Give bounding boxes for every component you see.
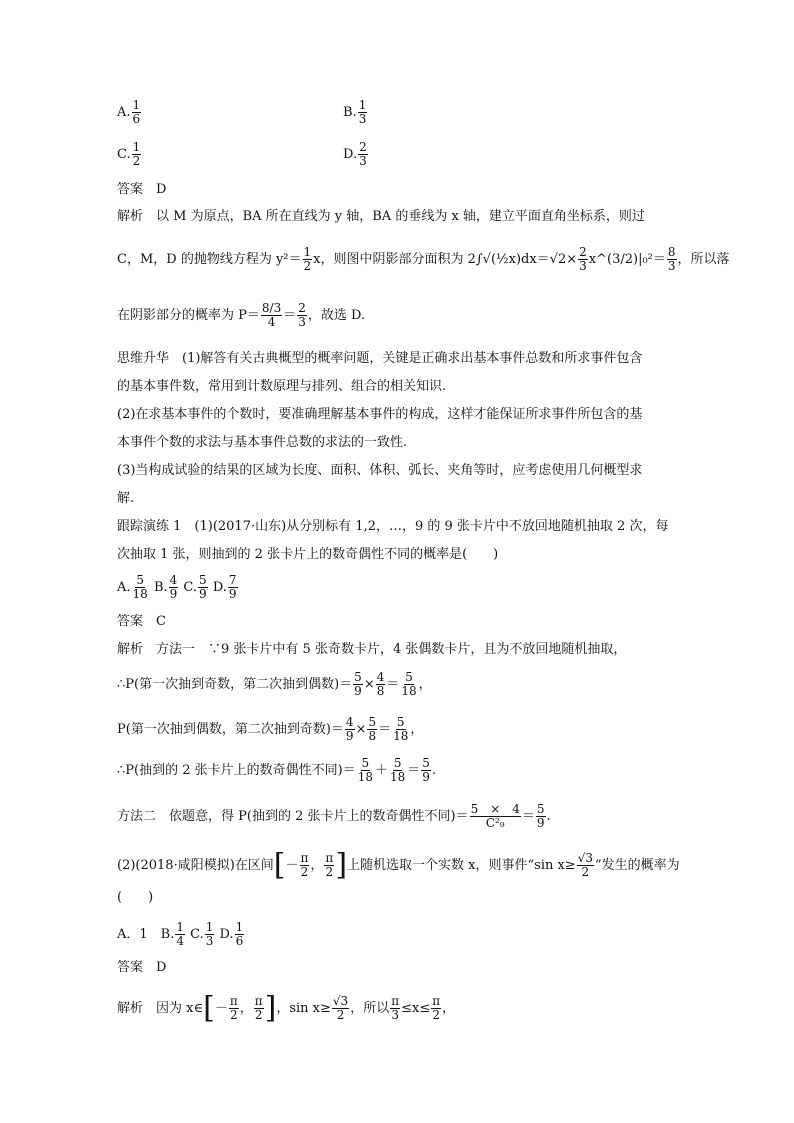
analysis-1-line-3: 在阴影部分的概率为 P＝ $\frac{8/3}{4}$ ＝ $\frac{2}{3}$ ，故选 D. — [117, 301, 366, 329]
practice-analysis-2: ∴P(第一次抽到奇数，第二次抽到偶数)＝ $\frac{5}{9}$ × $\frac{4}{8}$ ＝ $\frac{5}{18}$ ， — [117, 670, 432, 698]
fraction: $\frac{2}{3}$ — [359, 140, 367, 168]
fraction: $\frac{1}{6}$ — [132, 98, 141, 126]
practice-analysis-4: ∴P(抽到的 2 张卡片上的数奇偶性不同)＝ $\frac{5}{18}$ ＋ $\frac{5}{18}$ ＝ $\frac{5}{9}$ . — [117, 756, 437, 784]
q2-line-1: (2)(2018·咸阳模拟)在区间[－ $\frac{\pi}{2}$ ， $\frac{\pi}{2}$ ]上随机选取一个实数 x，则事件“sin x≥ $\frac{√3}{2}$ ”发生的概率为 — [117, 847, 680, 883]
q2-answer: 答案 D — [117, 960, 167, 975]
practice-line-1: 跟踪演练 1 (1)(2017·山东)从分别标有 1,2，…，9 的 9 张卡片中不放回地随机抽取 2 次，每 — [117, 519, 669, 534]
q2-options: A．1 B. $\frac{1}{4}$ C. $\frac{1}{3}$ D. $\frac{1}{6}$ — [117, 920, 244, 948]
fraction: $\frac{1}{2}$ — [132, 140, 141, 168]
q2-analysis: 解析 因为 x∈[－ $\frac{\pi}{2}$ ， $\frac{\pi}{2}$ ]，sin x≥ $\frac{√3}{2}$ ，所以 $\frac{\pi}{3}$ ≤x≤ $\frac{\pi}{2}$ ， — [117, 990, 456, 1026]
answer-1: 答案 D — [117, 182, 167, 197]
practice-analysis-5: 方法二 依题意，得 P(抽到的 2 张卡片上的数奇偶性不同)＝ $\frac{5 \times 4}{\text{C²₉}}$ ＝ $\frac{5}{9}$ . — [117, 802, 551, 830]
thinking-line-5: (3)当构成试验的结果的区域为长度、面积、体积、弧长、夹角等时，应考虑使用几何概型求 — [117, 463, 643, 478]
analysis-1-line-1: 解析 以 M 为原点，BA 所在直线为 y 轴，BA 的垂线为 x 轴，建立平面直角坐标系，则过 — [117, 209, 645, 224]
option-a: A. $\frac{1}{6}$ — [117, 98, 141, 126]
option-b: B. $\frac{1}{3}$ — [343, 98, 367, 126]
practice-answer: 答案 C — [117, 614, 166, 629]
thinking-line-6: 解. — [117, 491, 135, 506]
option-d: D. $\frac{2}{3}$ — [343, 140, 367, 168]
practice-line-2: 次抽取 1 张，则抽到的 2 张卡片上的数奇偶性不同的概率是( ) — [117, 547, 499, 562]
thinking-line-2: 的基本事件数，常用到计数原理与排列、组合的相关知识. — [117, 379, 447, 394]
analysis-1-line-2: C，M，D 的抛物线方程为 y²＝ $\frac{1}{2}$ x，则图中阴影部分面积为 2∫√(½x)dx＝√2× $\frac{2}{3}$ x^(3/2)|₀²＝ $\frac{8}{3}$ ，所以落 — [117, 245, 730, 273]
option-c: C. $\frac{1}{2}$ — [117, 140, 141, 168]
practice-analysis-1: 解析 方法一 ∵9 张卡片中有 5 张奇数卡片，4 张偶数卡片，且为不放回地随机抽取， — [117, 642, 627, 657]
thinking-line-1: 思维升华 (1)解答有关古典概型的概率问题，关键是正确求出基本事件总数和所求事件包含 — [117, 351, 643, 366]
thinking-line-3: (2)在求基本事件的个数时，要准确理解基本事件的构成，这样才能保证所求事件所包含的基 — [117, 407, 643, 422]
practice-options: A. $\frac{5}{18}$ B. $\frac{4}{9}$ C. $\frac{5}{9}$ D. $\frac{7}{9}$ — [117, 573, 237, 601]
q2-line-2: ( ) — [117, 890, 154, 905]
practice-analysis-3: P(第一次抽到偶数，第二次抽到奇数)＝ $\frac{4}{9}$ × $\frac{5}{8}$ ＝ $\frac{5}{18}$ ， — [117, 715, 424, 743]
fraction: $\frac{1}{3}$ — [358, 98, 367, 126]
thinking-line-4: 本事件个数的求法与基本事件总数的求法的一致性. — [117, 435, 408, 450]
